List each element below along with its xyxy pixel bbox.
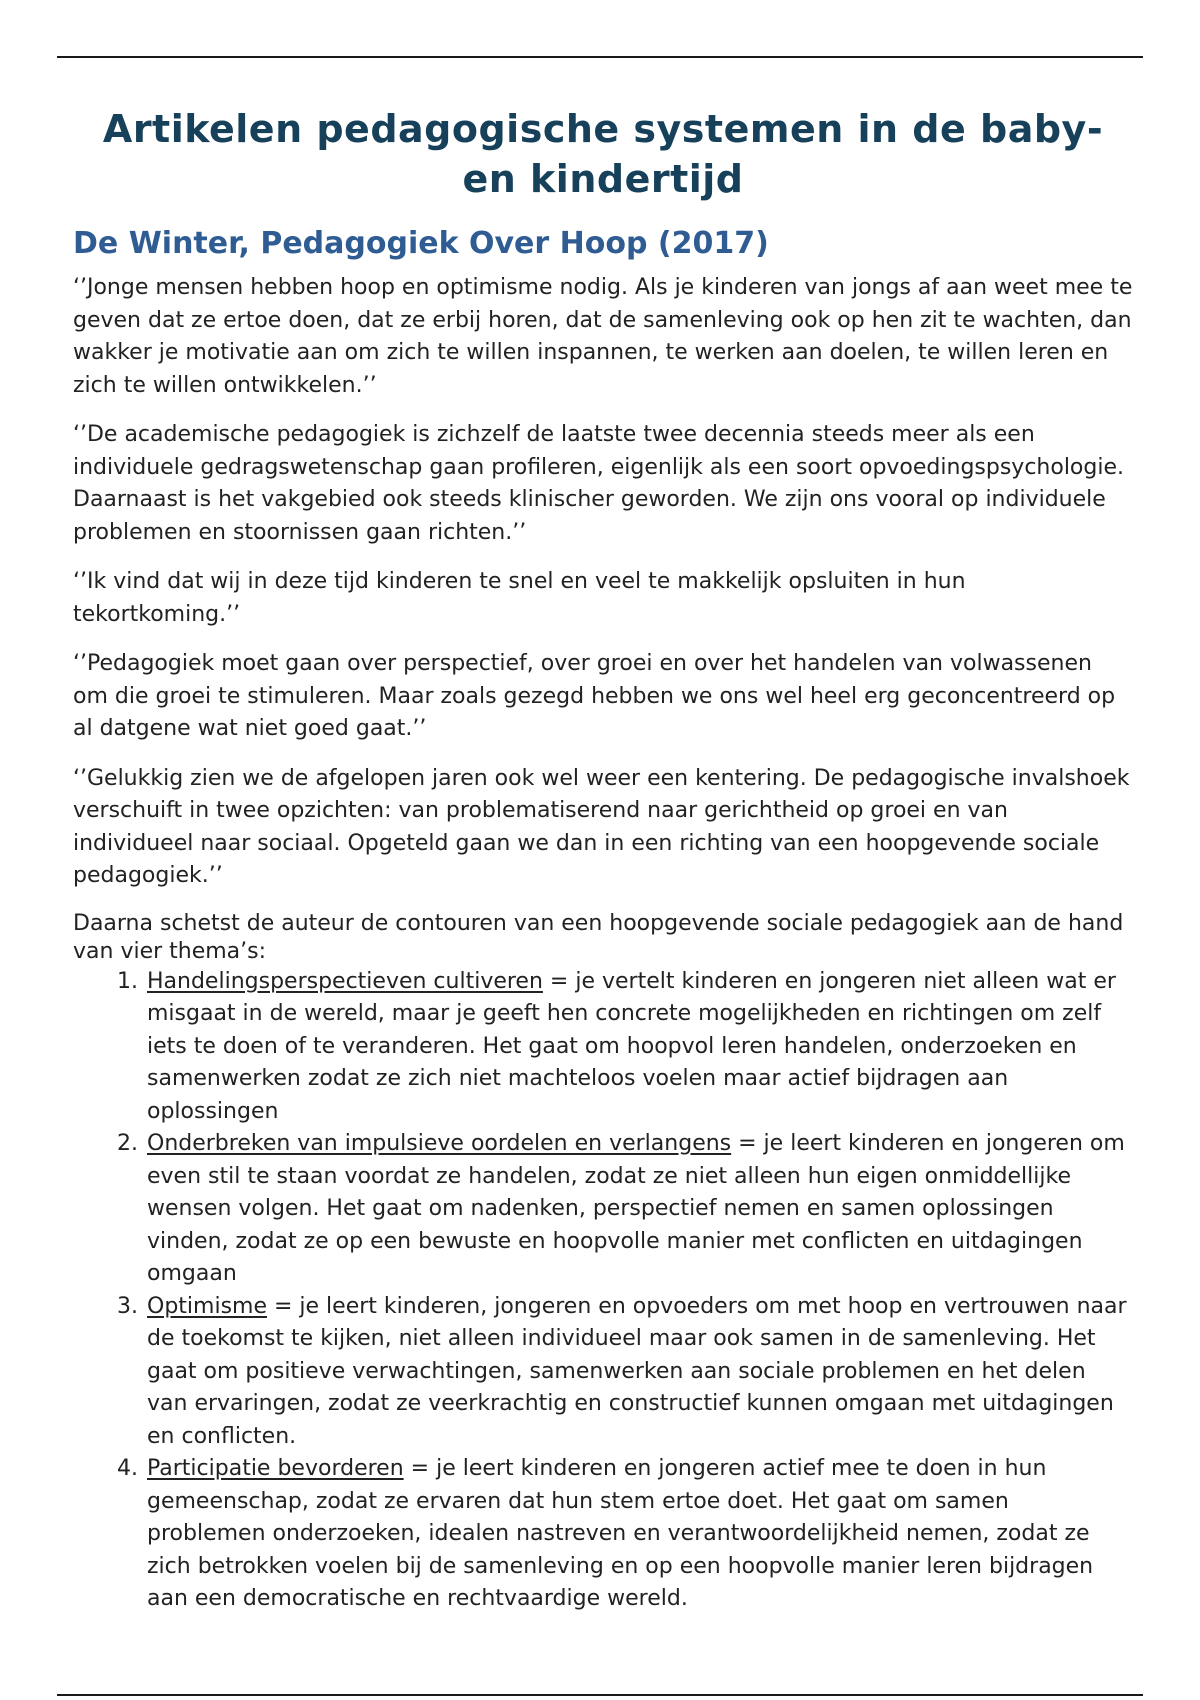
document-body	[73, 104, 1133, 1616]
theme-description: = je leert kinderen en jongeren om even stil te staan voordat ze handelen, zodat ze niet alleen hun eigen onmiddellijke wensen volgen. Het gaat om nadenken, perspectief nemen en samen oplossingen vinden, zodat ze op een bewuste en hoopvolle manier met conflicten en uitdagingen omgaan	[147, 1131, 1125, 1286]
theme-item	[145, 1453, 1133, 1616]
theme-item	[145, 1128, 1133, 1291]
themes-list	[73, 966, 1133, 1616]
theme-description: = je vertelt kinderen en jongeren niet alleen wat er misgaat in de wereld, maar je geeft hen concrete mogelijkheden en richtingen om zelf iets te doen of te veranderen. Het gaat om hoopvol leren handelen, onderzoeken en samenwerken zodat ze zich niet machteloos voelen maar actief bijdragen aan oplossingen	[147, 968, 1116, 1124]
theme-term: Optimisme	[147, 1293, 267, 1319]
bottom-rule	[57, 1694, 1143, 1696]
theme-description: = je leert kinderen, jongeren en opvoeders om met hoop en vertrouwen naar de toekomst te kijken, niet alleen individueel maar ook samen in de samenleving. Het gaat om positieve verwachtingen, samenwerken aan sociale problemen en het delen van ervaringen, zodat ze veerkrachtig en constructief kunnen omgaan met uitdagingen en conflicten.	[147, 1293, 1127, 1449]
top-rule	[57, 56, 1143, 58]
theme-term: Onderbreken van impulsieve oordelen en verlangens	[147, 1131, 732, 1156]
theme-item	[145, 1291, 1133, 1454]
quote-paragraph: ‘’Pedagogiek moet gaan over perspectief, over groei en over het handelen van volwassenen om die groei te stimuleren. Maar zoals gezegd hebben we ons wel heel erg geconcentreerd op al datgene wat niet goed gaat.’’	[73, 651, 1116, 741]
quote-paragraph: ‘’Jonge mensen hebben hoop en optimisme nodig. Als je kinderen van jongs af aan weet mee te geven dat ze ertoe doen, dat ze erbij horen, dat de samenleving ook op hen zit te wachten, dan wakker je motivatie aan om zich te willen inspannen, te werken aan doelen, te willen leren en zich te willen ontwikkelen.’’	[73, 275, 1133, 398]
theme-item	[145, 966, 1133, 1129]
theme-description: = je leert kinderen en jongeren actief mee te doen in hun gemeenschap, zodat ze ervaren dat hun stem ertoe doet. Het gaat om samen problemen onderzoeken, idealen nastreven en verantwoordelijkheid nemen, zodat ze zich betrokken voelen bij de samenleving en op een hoopvolle manier leren bijdragen aan een democratische en rechtvaardige wereld.	[147, 1456, 1094, 1611]
quote-paragraph: ‘’Ik vind dat wij in deze tijd kinderen te snel en veel te makkelijk opsluiten in hun tekortkoming.’’	[73, 569, 966, 627]
intro-paragraph: Daarna schetst de auteur de contouren van een hoopgevende sociale pedagogiek aan de hand van vier thema’s:	[73, 910, 1124, 964]
quote-paragraph: ‘’Gelukkig zien we de afgelopen jaren ook wel weer een kentering. De pedagogische invalshoek verschuift in twee opzichten: van problematiserend naar gerichtheid op groei en van individueel naar sociaal. Opgeteld gaan we dan in een richting van een hoopgevende sociale pedagogiek.’’	[73, 765, 1130, 888]
quote-paragraph: ‘’De academische pedagogiek is zichzelf de laatste twee decennia steeds meer als een individuele gedragswetenschap gaan profileren, eigenlijk als een soort opvoedingspsychologie. Daarnaast is het vakgebied ook steeds klinischer geworden. We zijn ons vooral op individuele problemen en stoornissen gaan richten.’’	[73, 422, 1124, 545]
section-heading: De Winter, Pedagogiek Over Hoop (2017)	[73, 226, 769, 261]
theme-term: Participatie bevorderen	[147, 1456, 404, 1481]
theme-term: Handelingsperspectieven cultiveren	[147, 968, 543, 994]
document-title: Artikelen pedagogische systemen in de baby- en kindertijd	[102, 107, 1104, 201]
